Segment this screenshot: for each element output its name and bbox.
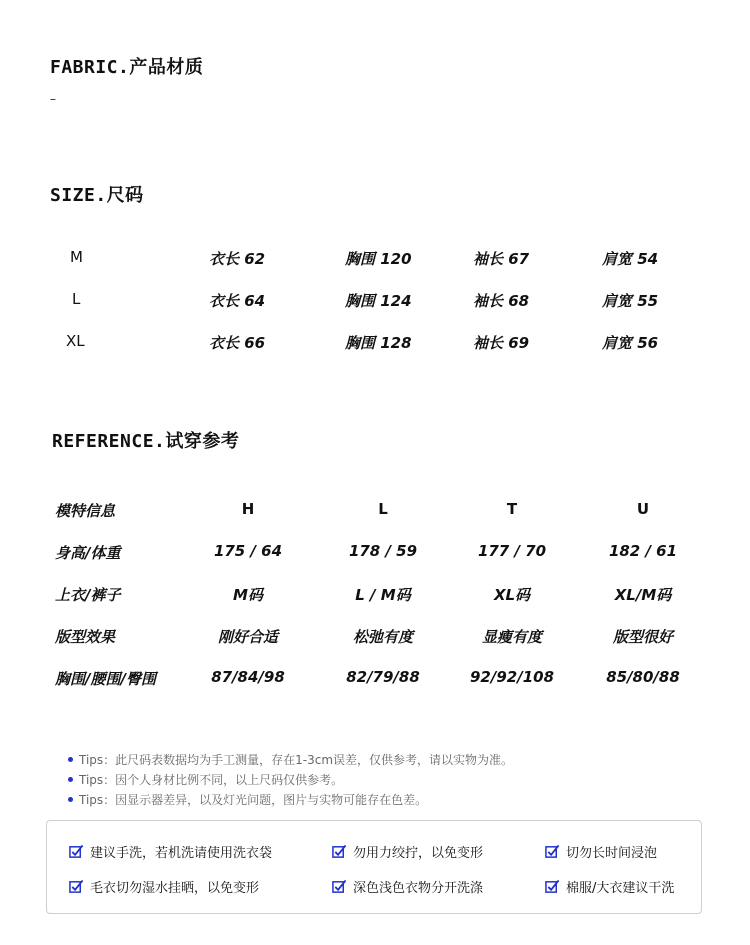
tip-text: Tips：因个人身材比例不同，以上尺码仅供参考。 (79, 773, 344, 787)
size-shoulder: 肩宽 55 (602, 292, 659, 310)
size-name: L (72, 290, 81, 308)
size-row-l (0, 290, 750, 314)
checkbox-checked-icon (545, 879, 560, 894)
size-sleeve: 袖长 68 (473, 292, 530, 310)
size-chest: 胸围 120 (345, 250, 412, 268)
size-length: 衣长 64 (209, 292, 266, 310)
size-chest: 胸围 124 (345, 292, 412, 310)
care-text: 棉服/大衣建议干洗 (566, 881, 675, 896)
size-name: XL (66, 332, 85, 350)
fabric-value: – (50, 92, 56, 106)
tip-item (68, 771, 343, 788)
care-text: 毛衣切勿湿水挂晒，以免变形 (90, 881, 260, 896)
reference-cell: XL/M码 (614, 586, 672, 604)
reference-row-height-weight (0, 542, 750, 568)
reference-row-label: 胸围/腰围/臀围 (55, 670, 156, 688)
reference-cell: 92/92/108 (469, 668, 555, 686)
care-text: 建议手洗，若机洗请使用洗衣袋 (90, 846, 273, 861)
reference-row-label: 版型效果 (55, 628, 116, 646)
care-text: 勿用力绞拧，以免变形 (353, 846, 484, 861)
checkbox-checked-icon (332, 879, 347, 894)
size-shoulder: 肩宽 56 (602, 334, 659, 352)
reference-cell: L / M码 (355, 586, 411, 604)
model-l: L (378, 500, 388, 518)
tip-text: Tips：因显示器差异，以及灯光问题，图片与实物可能存在色差。 (79, 793, 428, 807)
reference-cell: 182 / 61 (608, 542, 678, 560)
size-chest: 胸围 128 (345, 334, 412, 352)
reference-cell: 82/79/88 (346, 668, 420, 686)
tip-item (68, 791, 427, 808)
care-text: 深色浅色衣物分开洗涤 (353, 881, 484, 896)
bullet-icon (68, 757, 73, 762)
reference-cell: M码 (233, 586, 263, 604)
bullet-icon (68, 797, 73, 802)
care-text: 切勿长时间浸泡 (566, 846, 658, 861)
reference-row-label: 身高/体重 (55, 544, 121, 562)
care-item (545, 877, 674, 896)
size-sleeve: 袖长 69 (473, 334, 530, 352)
size-length: 衣长 62 (209, 250, 266, 268)
reference-cell: 177 / 70 (477, 542, 547, 560)
care-item (69, 842, 272, 861)
size-length: 衣长 66 (209, 334, 266, 352)
checkbox-checked-icon (69, 879, 84, 894)
reference-cell: 版型很好 (612, 628, 673, 646)
reference-cell: 显瘦有度 (481, 628, 542, 646)
reference-row-measurements (0, 668, 750, 694)
size-name: M (70, 248, 83, 266)
bullet-icon (68, 777, 73, 782)
checkbox-checked-icon (332, 844, 347, 859)
checkbox-checked-icon (545, 844, 560, 859)
care-instructions-box (46, 820, 702, 914)
checkbox-checked-icon (69, 844, 84, 859)
tip-item (68, 751, 513, 768)
model-h: H (241, 500, 255, 518)
reference-row-top-pants (0, 584, 750, 610)
care-item (545, 842, 657, 861)
care-item (332, 877, 483, 896)
reference-cell: XL码 (493, 586, 531, 604)
tip-text: Tips：此尺码表数据均为手工测量，存在1-3cm误差，仅供参考，请以实物为准。 (79, 753, 514, 767)
care-item (332, 842, 483, 861)
model-t: T (506, 500, 518, 518)
reference-cell: 85/80/88 (606, 668, 680, 686)
model-u: U (636, 500, 650, 518)
reference-cell: 87/84/98 (211, 668, 285, 686)
reference-row-label: 上衣/裤子 (55, 586, 121, 604)
reference-cell: 松弛有度 (352, 628, 413, 646)
size-sleeve: 袖长 67 (473, 250, 530, 268)
care-item (69, 877, 259, 896)
size-title: SIZE.尺码 (50, 185, 144, 206)
reference-header-row (0, 500, 750, 526)
reference-header-label: 模特信息 (55, 502, 116, 520)
reference-cell: 178 / 59 (348, 542, 418, 560)
size-row-xl (0, 332, 750, 356)
size-shoulder: 肩宽 54 (602, 250, 659, 268)
reference-cell: 刚好合适 (217, 628, 278, 646)
reference-cell: 175 / 64 (213, 542, 283, 560)
reference-title: REFERENCE.试穿参考 (52, 431, 240, 452)
size-row-m (0, 248, 750, 272)
fabric-title: FABRIC.产品材质 (50, 57, 204, 78)
reference-row-fit (0, 626, 750, 652)
